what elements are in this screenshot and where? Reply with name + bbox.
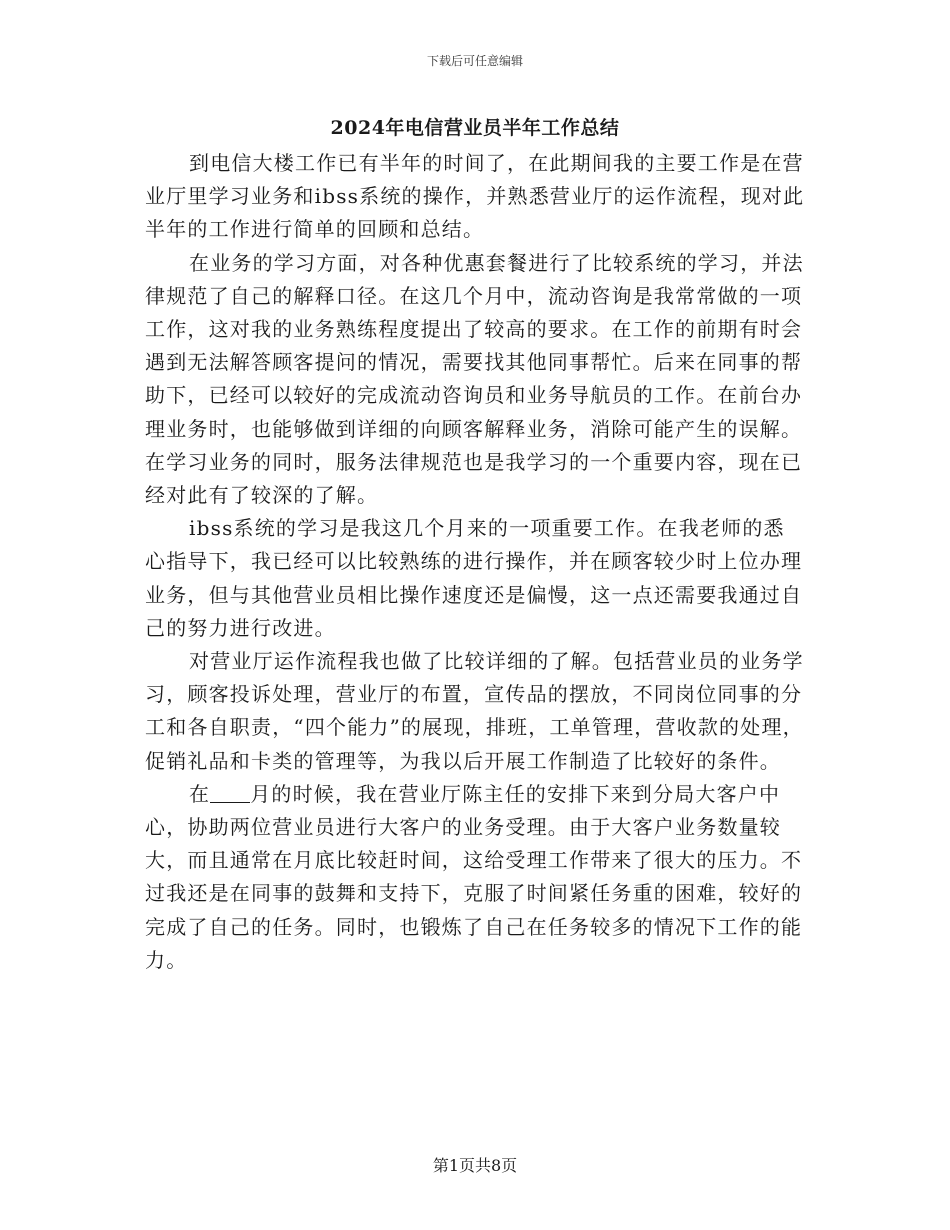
document-title: 2024年电信营业员半年工作总结	[330, 117, 620, 139]
paragraph: ibss系统的学习是我这几个月来的一项重要工作。在我老师的悉心指导下，我已经可以比较熟练的进行操作，并在顾客较少时上位办理业务，但与其他营业员相比操作速度还是偏慢，这一点还需要我通过自己的努力进行改进。	[145, 516, 803, 640]
paragraph: 在业务的学习方面，对各种优惠套餐进行了比较系统的学习，并法律规范了自己的解释口径。在这几个月中，流动咨询是我常常做的一项工作，这对我的业务熟练程度提出了较高的要求。在工作的前期有时会遇到无法解答顾客提问的情况，需要找其他同事帮忙。后来在同事的帮助下，已经可以较好的完成流动咨询员和业务导航员的工作。在前台办理业务时，也能够做到详细的向顾客解释业务，消除可能产生的误解。在学习业务的同时，服务法律规范也是我学习的一个重要内容，现在已经对此有了较深的了解。	[145, 250, 804, 508]
paragraph-lead: 在	[189, 781, 211, 806]
paragraph: 对营业厅运作流程我也做了比较详细的了解。包括营业员的业务学习，顾客投诉处理，营业厅的布置，宣传品的摆放，不同岗位同事的分工和各自职责，“四个能力”的展现，排班，工单管理，营收款的处理，促销礼品和卡类的管理等，为我以后开展工作制造了比较好的条件。	[145, 649, 804, 773]
paragraph: 到电信大楼工作已有半年的时间了，在此期间我的主要工作是在营业厅里学习业务和ibss系统的操作，并熟悉营业厅的运作流程，现对此半年的工作进行简单的回顾和总结。	[145, 151, 805, 242]
page-footer: 第1页共8页	[432, 1156, 518, 1175]
paragraph-rest: 月的时候，我在营业厅陈主任的安排下来到分局大客户中心，协助两位营业员进行大客户的业务受理。由于大客户业务数量较大，而且通常在月底比较赶时间，这给受理工作带来了很大的压力。不过我还是在同事的鼓舞和支持下，克服了时间紧任务重的困难，较好的完成了自己的任务。同时，也锻炼了自己在任务较多的情况下工作的能力。	[145, 781, 803, 972]
document-body	[145, 147, 805, 977]
fill-in-blank	[210, 782, 250, 803]
header-note: 下载后可任意编辑	[426, 54, 523, 68]
paragraph	[145, 778, 805, 977]
